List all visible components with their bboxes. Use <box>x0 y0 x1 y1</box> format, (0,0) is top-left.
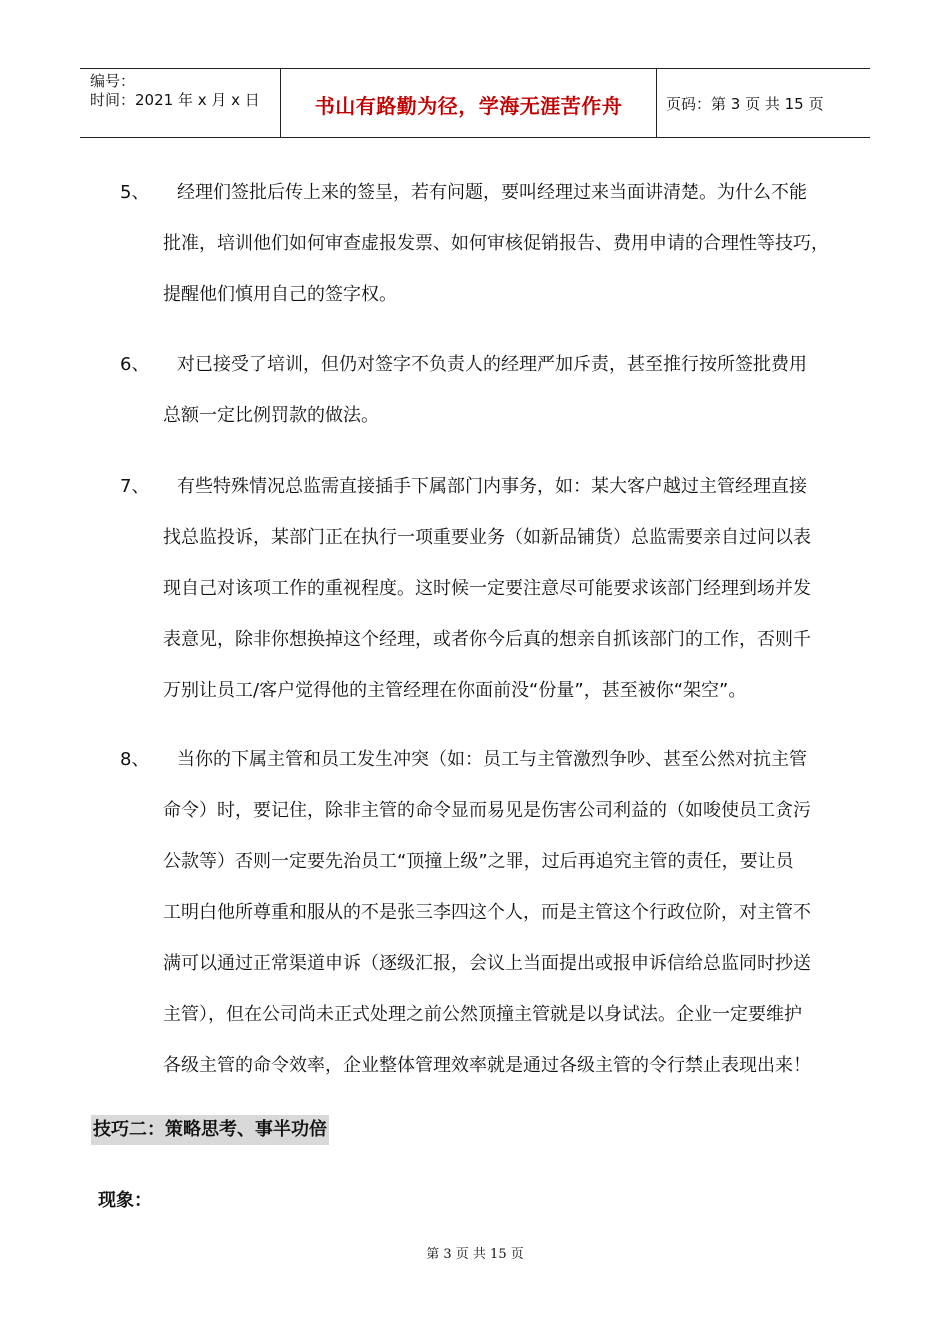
item-line: 万别让员工/客户觉得他的主管经理在你面前没“份量”，甚至被你“架空”。 <box>163 680 747 701</box>
header-page-cell <box>656 69 870 137</box>
header-meta-cell <box>80 69 280 137</box>
item-line: 各级主管的命令效率，企业整体管理效率就是通过各级主管的令行禁止表现出来！ <box>163 1055 811 1076</box>
item-number: 7、 <box>120 476 150 497</box>
item-number: 5、 <box>120 182 150 203</box>
motto-text: 书山有路勤为径，学海无涯苦作舟 <box>314 94 623 118</box>
phenomenon-label: 现象： <box>98 1190 152 1211</box>
doc-code-label: 编号： <box>90 72 136 90</box>
section-heading: 技巧二：策略思考、事半功倍 <box>91 1115 329 1145</box>
item-line: 满可以通过正常渠道申诉（逐级汇报，会议上当面提出或报申诉信给总监同时抄送 <box>163 953 811 974</box>
item-line: 现自己对该项工作的重视程度。这时候一定要注意尽可能要求该部门经理到场并发 <box>163 578 811 599</box>
item-line: 提醒他们慎用自己的签字权。 <box>163 284 397 305</box>
item-number: 8、 <box>120 749 150 770</box>
page-header <box>80 68 870 138</box>
item-line: 批准，培训他们如何审查虚报发票、如何审核促销报告、费用申请的合理性等技巧， <box>163 233 829 254</box>
item-line: 对已接受了培训，但仍对签字不负责人的经理严加斥责，甚至推行按所签批费用 <box>177 354 807 375</box>
item-line: 有些特殊情况总监需直接插手下属部门内事务，如：某大客户越过主管经理直接 <box>177 476 807 497</box>
item-line: 工明白他所尊重和服从的不是张三李四这个人，而是主管这个行政位阶，对主管不 <box>163 902 811 923</box>
item-line: 当你的下属主管和员工发生冲突（如：员工与主管激烈争吵、甚至公然对抗主管 <box>177 749 807 770</box>
doc-time-label: 时间：2021 年 x 月 x 日 <box>90 91 260 109</box>
item-line: 表意见，除非你想换掉这个经理，或者你今后真的想亲自抓该部门的工作，否则千 <box>163 629 811 650</box>
item-line: 总额一定比例罚款的做法。 <box>163 405 379 426</box>
item-line: 经理们签批后传上来的签呈，若有问题，要叫经理过来当面讲清楚。为什么不能 <box>177 182 807 203</box>
item-line: 命令）时，要记住，除非主管的命令显而易见是伤害公司利益的（如唆使员工贪污 <box>163 800 811 821</box>
item-line: 公款等）否则一定要先治员工“顶撞上级”之罪，过后再追究主管的责任，要让员 <box>163 851 794 872</box>
header-motto-cell <box>280 69 657 137</box>
item-line: 主管），但在公司尚未正式处理之前公然顶撞主管就是以身试法。企业一定要维护 <box>163 1004 802 1025</box>
item-number: 6、 <box>120 354 150 375</box>
page-code-label: 页码：第 3 页 共 15 页 <box>666 95 824 113</box>
page-footer: 第 3 页 共 15 页 <box>426 1247 524 1262</box>
item-line: 找总监投诉，某部门正在执行一项重要业务（如新品铺货）总监需要亲自过问以表 <box>163 527 811 548</box>
